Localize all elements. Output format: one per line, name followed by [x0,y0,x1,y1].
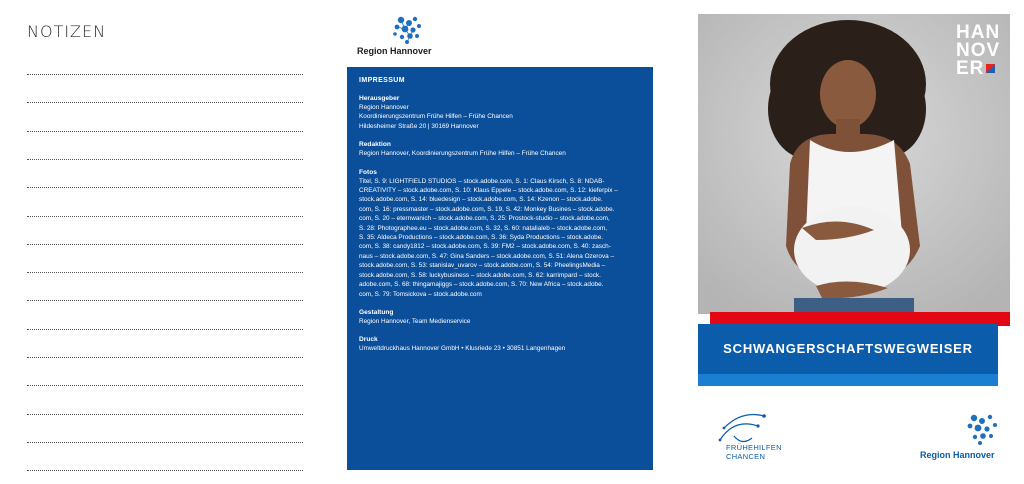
impressum-line: com, S. 38: candy1812 – stock.adobe.com, S. 39: FM2 – stock.adobe.com, S. 40: zasch- [359,243,611,251]
impressum-line: Hildesheimer Straße 20 | 30169 Hannover [359,122,479,130]
hannover-logo [956,24,1000,78]
impressum-line: CREATIVITY – stock.adobe.com, S. 10: Klaus Eppele – stock.adobe.com, S. 12: kieferpix – [359,187,618,195]
impressum-section [359,140,641,158]
note-line [27,470,303,471]
impressum-line: Koordinierungszentrum Frühe Hilfen – Frühe Chancen [359,113,513,121]
note-line [27,329,303,330]
note-line [27,244,303,245]
impressum-sections [359,94,641,354]
impressum-heading: IMPRESSUM [359,77,405,84]
impressum-section [359,168,641,299]
impressum-line: Region Hannover, Team Medienservice [359,317,471,325]
hannover-logo-line-1: HAN [956,22,1001,43]
region-hannover-wordmark: Region Hannover [357,46,432,56]
impressum-section [359,335,641,353]
impressum-line: stock.adobe.com, S. 14: bluedesign – stock.adobe.com, S. 14: Kzenon – stock.adobe. [359,196,603,204]
impressum-line: Umweltdruckhaus Hannover GmbH • Klusriede 23 • 30851 Langenhagen [359,345,566,353]
notes-title: NOTIZEN [27,22,107,41]
impressum-section-label: Druck [359,336,378,344]
note-line [27,74,303,75]
note-line [27,272,303,273]
impressum-section-label: Herausgeber [359,95,400,102]
impressum-line: com, S. 79: Tomsickova – stock.adobe.com [359,290,482,298]
impressum-section-label: Gestaltung [359,308,394,316]
note-line [27,357,303,358]
impressum-line: stock.adobe.com, S. 58: luckybusiness – stock.adobe.com, S. 62: karrimpard – stock. [359,271,601,279]
impressum-line: com, S. 20 – eternwanich – stock.adobe.com, S. 25: Prostock-studio – stock.adobe.com, [359,215,610,223]
note-line [27,385,303,386]
impressum-line: stock.adobe.com, S. 53: stanislav_uvarov – stock.adobe.com, S. 54: PheelingsMedia – [359,262,606,270]
impressum-section [359,94,641,131]
note-line [27,300,303,301]
impressum-line: com, S. 16: pressmaster – stock.adobe.com, S. 19, S. 42: Monkey Busines – stock.adobe. [359,205,615,213]
note-line [27,131,303,132]
note-line [27,159,303,160]
impressum-line: S. 28: Photographee.eu – stock.adobe.com, S. 32, S. 60: natalialeb – stock.adobe.com, [359,224,607,232]
impressum-line: adobe.com, S. 68: thingamajiggs – stock.adobe.com, S. 70: New Africa – stock.adobe. [359,281,604,289]
impressum-line: Region Hannover [359,104,409,111]
impressum-section-label: Redaktion [359,141,391,149]
note-line [27,102,303,103]
impressum-section [359,308,641,326]
impressum-line: S. 35: Aldeca Productions – stock.adobe.com, S. 36: Syda Productions – stock.adobe. [359,234,604,242]
note-line [27,187,303,188]
impressum-panel [347,67,653,470]
cover-title: SCHWANGERSCHAFTSWEGWEISER [723,341,973,356]
impressum-line: Region Hannover, Koordinierungszentrum Frühe Hilfen – Frühe Chancen [359,150,566,158]
note-line [27,216,303,217]
hannover-logo-line-2: NOV [956,40,1001,61]
region-hannover-cover-logo-icon [960,412,1004,448]
hannover-logo-er: ER [956,58,985,79]
fruehe-hilfen-line-1: FRÜHEHILFEN [726,443,782,452]
note-line [27,442,303,443]
impressum-line: naus – stock.adobe.com, S. 47: Gina Sanders – stock.adobe.com, S. 51: Alena Ozerova – [359,252,615,260]
region-hannover-cover-wordmark: Region Hannover [920,450,995,460]
impressum-section-label: Fotos [359,168,377,176]
hannover-logo-line-3 [956,60,1000,78]
hannover-square-icon [986,64,995,73]
fruehe-hilfen-line-2: CHANCEN [726,451,766,461]
fruehe-hilfen-wordmark [726,444,782,461]
impressum-line: Titel, S. 9: LIGHTFIELD STUDIOS – stock.adobe.com, S. 1: Claus Kirsch, S. 8: NDAB- [359,177,605,185]
cover-page [698,14,1010,470]
notes-page [27,22,303,41]
note-line [27,414,303,415]
cover-band-light [698,374,998,386]
cover-photo [698,14,1010,314]
